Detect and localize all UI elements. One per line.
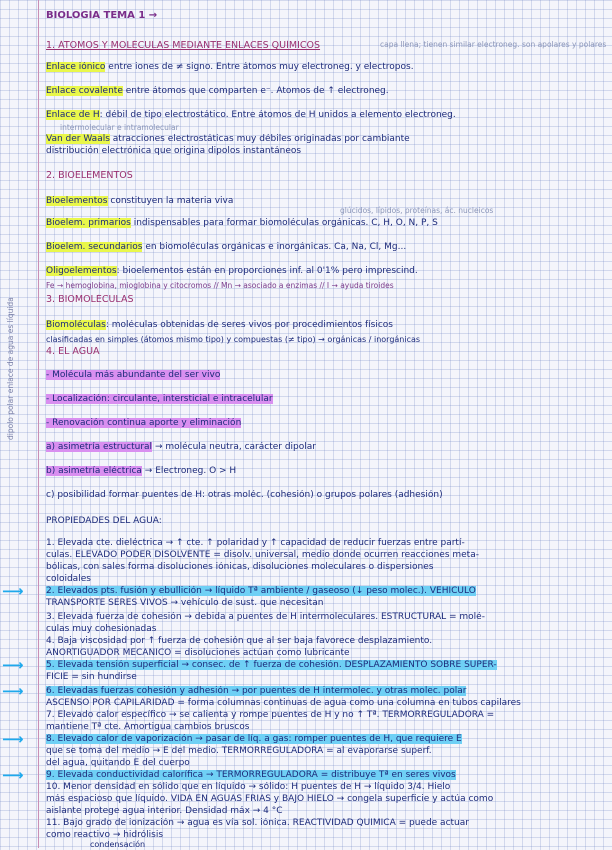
bioelementos-text: constituyen la materia viva [110, 196, 234, 206]
bioelementos [46, 196, 606, 207]
prop-6 [46, 686, 606, 697]
asimetria-b [46, 466, 606, 477]
oligo-text: : bioelementos están en proporciones inf. al 0'1% pero imprescind. [116, 266, 418, 276]
van-der-waals [46, 134, 606, 145]
prop-3: 3. Elevada fuerza de cohesión → debida a puentes de H intermoleculares. ESTRUCTURAL = molé- [46, 612, 485, 622]
prop-9 [46, 770, 606, 781]
bioelementos-term: Bioelementos [46, 196, 108, 206]
asim-b-term: b) asimetría eléctrica [46, 466, 142, 476]
prop-7: 7. Elevado calor específico → se calienta y rompe puentes de H y no ↑ Tª. TERMORREGULADORA = [46, 710, 495, 720]
bioelem-secundarios [46, 242, 606, 253]
enlace-covalente-term: Enlace covalente [46, 86, 123, 96]
prop-11b: como reactivo → hidrólisis [46, 830, 164, 840]
prop-8c: del agua, quitando E del cuerpo [46, 758, 190, 768]
page-title: BIOLOGÍA TEMA 1 → [46, 10, 158, 21]
enlace-ionico [46, 62, 606, 73]
side-note: dipolo polar enlace de agua es líquida [6, 297, 15, 440]
propiedades-title: PROPIEDADES DEL AGUA: [46, 516, 162, 526]
prop-4: 4. Baja viscosidad por ↑ fuerza de cohesión que al ser baja favorece desplazamiento. [46, 636, 433, 646]
prop-7b: mantiene Tª cte. Amortigua cambios bruscos [46, 722, 250, 732]
note-primarios: glúcidos, lípidos, proteínas, ác. nucleicos [340, 206, 494, 215]
prop-1c: bólicas, con sales forma disoluciones iónicas, disoluciones moleculares o dispersiones [46, 562, 434, 572]
asim-a-term: a) asimetría estructural [46, 442, 153, 452]
prop-6b: ASCENSO POR CAPILARIDAD = forma columnas continuas de agua como una columna en tubos capilares [46, 698, 521, 708]
arrow-icon: ⟶ [2, 582, 24, 600]
enlace-h [46, 110, 606, 121]
prop-6-text: 6. Elevadas fuerzas cohesión y adhesión → por puentes de H intermolec. y otras molec. polar [46, 686, 467, 696]
prop-10: 10. Menor densidad en sólido que en líquido → sólido: H puentes de H → líquido 3/4. Hielo [46, 782, 451, 792]
prop-1b: culas. ELEVADO PODER DISOLVENTE = disolv. universal, medio donde ocurren reacciones meta- [46, 550, 479, 560]
asim-a-text: → molécula neutra, carácter dipolar [154, 442, 316, 452]
enlace-ionico-text: entre iones de ≠ signo. Entre átomos muy electroneg. y electropos. [108, 62, 414, 72]
prop-10b: más espacioso que líquido. VIDA EN AGUAS FRÍAS y BAJO HIELO → congela superficie y actúa como [46, 794, 494, 804]
agua-2 [46, 394, 606, 405]
margin-line [38, 0, 39, 848]
secundarios-term: Bioelem. secundarios [46, 242, 143, 252]
biomoleculas [46, 320, 606, 331]
primarios-term: Bioelem. primarios [46, 218, 131, 228]
prop-2b: TRANSPORTE SERES VIVOS → vehículo de sust. que necesitan [46, 598, 324, 608]
oligo-examples: Fe → hemoglobina, mioglobina y citocromos // Mn → asociado a enzimas // I → ayuda tiroides [46, 281, 394, 290]
arrow-icon: ⟶ [2, 730, 24, 748]
agua-1-text: - Molécula más abundante del ser vivo [46, 370, 221, 380]
note-inter: intermolecular e intramolecular [60, 123, 179, 132]
primarios-text: indispensables para formar biomoléculas orgánicas. C, H, O, N, P, S [133, 218, 438, 228]
agua-2-text: - Localización: circulante, intersticial e intracelular [46, 394, 273, 404]
prop-3b: culas muy cohesionadas [46, 624, 157, 634]
prop-11c: condensación [90, 840, 146, 849]
bioelem-primarios [46, 218, 606, 229]
prop-11: 11. Bajo grado de ionización → agua es vía sol. iónica. REACTIVIDAD QUÍMICA = puede actuar [46, 818, 469, 828]
prop-8b: que se toma del medio → E del medio. TERMORREGULADORA = al evaporarse superf. [46, 746, 432, 756]
prop-5 [46, 660, 606, 671]
section-2-heading: 2. BIOELEMENTOS [46, 170, 133, 181]
enlace-covalente-text: entre átomos que comparten e⁻. Átomos de ↑ electroneg. [125, 86, 389, 96]
agua-3 [46, 418, 606, 429]
enlace-h-term: Enlace de H [46, 110, 100, 120]
enlace-h-text: : débil de tipo electrostático. Entre átomos de H unidos a elemento electroneg. [99, 110, 456, 120]
enlace-ionico-term: Enlace iónico [46, 62, 106, 72]
prop-8-text: 8. Elevado calor de vaporización → pasar de líq. a gas: romper puentes de H, que requiere E [46, 734, 462, 744]
biomoleculas-text-2: clasificadas en simples (átomos mismo tipo) y compuestas (≠ tipo) → orgánicas / inorgánicas [46, 335, 421, 344]
agua-1 [46, 370, 606, 381]
biomoleculas-term: Biomoléculas [46, 320, 106, 330]
biomoleculas-text: : moléculas obtenidas de seres vivos por procedimientos físicos [105, 320, 393, 330]
prop-8 [46, 734, 606, 745]
prop-2-text: 2. Elevados pts. fusión y ebullición → líquido Tª ambiente / gaseoso (↓ peso molec.). VEHÍCULO [46, 586, 476, 596]
arrow-icon: ⟶ [2, 682, 24, 700]
vdw-term: Van der Waals [46, 134, 110, 144]
section-1-heading: 1. ÁTOMOS Y MOLÉCULAS MEDIANTE ENLACES QUÍMICOS [46, 40, 321, 51]
section-4-heading: 4. EL AGUA [46, 346, 100, 357]
note-capa: capa llena; tienen similar electroneg. son apolares y polares [380, 40, 607, 49]
prop-2 [46, 586, 606, 597]
prop-1: 1. Elevada cte. dieléctrica → ↑ cte. ↑ polaridad y ↑ capacidad de reducir fuerzas entre partí- [46, 538, 465, 548]
prop-4b: ANORTIGUADOR MECÁNICO = disoluciones actúan como lubricante [46, 648, 350, 658]
enlace-covalente [46, 86, 606, 97]
prop-5-text: 5. Elevada tensión superficial → consec. de ↑ fuerza de cohesión. DESPLAZAMIENTO SOBRE SUPER- [46, 660, 497, 670]
vdw-text: atracciones electrostáticas muy débiles originadas por cambiante [112, 134, 410, 144]
section-3-heading: 3. BIOMOLÉCULAS [46, 294, 134, 305]
oligoelementos [46, 266, 606, 277]
agua-3-text: - Renovación continua aporte y eliminación [46, 418, 242, 428]
asimetria-a [46, 442, 606, 453]
secundarios-text: en biomoléculas orgánicas e inorgánicas. Ca, Na, Cl, Mg... [145, 242, 407, 252]
prop-1d: coloidales [46, 574, 91, 584]
asim-b-text: → Electroneg. O > H [144, 466, 237, 476]
arrow-icon: ⟶ [2, 766, 24, 784]
vdw-text-2: distribución electrónica que origina dipolos instantáneos [46, 146, 302, 156]
arrow-icon: ⟶ [2, 656, 24, 674]
asimetria-c: c) posibilidad formar puentes de H: otras moléc. (cohesión) o grupos polares (adhesión) [46, 490, 443, 500]
prop-10c: aislante protege agua interior. Densidad máx → 4 °C [46, 806, 283, 816]
oligo-term: Oligoelementos [46, 266, 117, 276]
prop-9-text: 9. Elevada conductividad calorífica → TERMORREGULADORA = distribuye Tª en seres vivos [46, 770, 456, 780]
prop-5b: FICIE = sin hundirse [46, 672, 137, 682]
